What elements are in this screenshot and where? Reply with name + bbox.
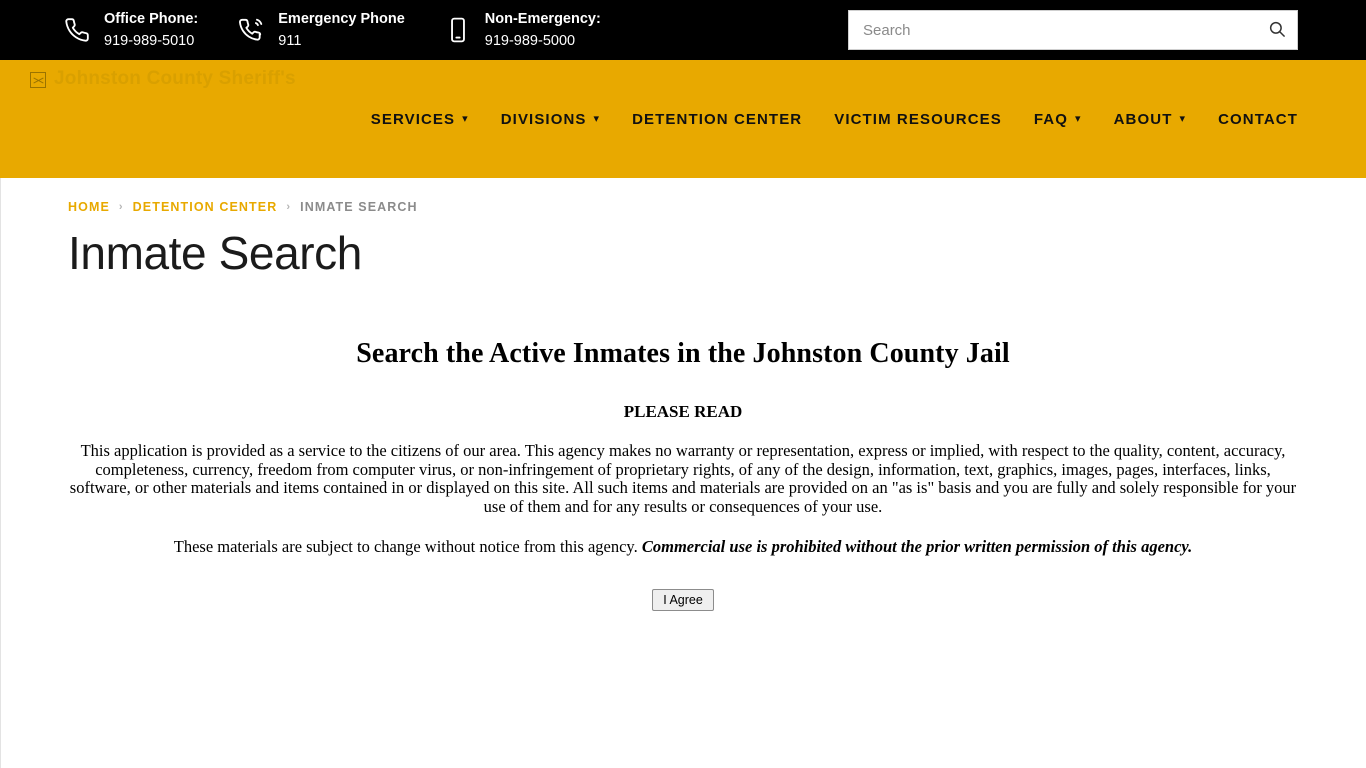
- primary-navigation: [355, 111, 1314, 128]
- nav-item-victim-resources[interactable]: [818, 111, 1018, 128]
- site-logo[interactable]: [30, 60, 296, 178]
- contact-value[interactable]: 919-989-5000: [484, 33, 576, 49]
- disclaimer-heading: Search the Active Inmates in the Johnston County Jail: [356, 338, 1010, 369]
- main-header: [0, 60, 1366, 178]
- nav-item-contact[interactable]: [1202, 111, 1314, 128]
- disclaimer-paragraph-2-plain: These materials are subject to change without notice from this agency.: [173, 537, 642, 556]
- nav-label: CONTACT: [1218, 110, 1298, 128]
- phone-handset-icon: [62, 15, 92, 45]
- contact-office-phone: [62, 8, 198, 51]
- top-utility-bar: [0, 0, 1366, 60]
- page-title: Inmate Search: [68, 227, 362, 279]
- nav-item-about[interactable]: [1098, 111, 1202, 128]
- inmate-search-disclaimer: [69, 280, 1297, 611]
- nav-label: ABOUT: [1113, 110, 1173, 128]
- nav-label: DETENTION CENTER: [632, 110, 803, 128]
- logo-alt-text: Johnston County Sheriff's: [54, 68, 296, 89]
- site-search: [848, 10, 1298, 50]
- nav-item-services[interactable]: [355, 111, 485, 128]
- nav-label: VICTIM RESOURCES: [834, 110, 1002, 128]
- chevron-down-icon: ▾: [1179, 112, 1187, 125]
- contact-label: Emergency Phone: [278, 11, 405, 28]
- nav-item-detention-center[interactable]: [616, 111, 818, 128]
- contact-non-emergency-phone: [443, 8, 601, 51]
- disclaimer-subheading: PLEASE READ: [623, 402, 743, 421]
- contact-emergency-phone: [236, 8, 405, 51]
- nav-label: FAQ: [1033, 110, 1068, 128]
- nav-label: DIVISIONS: [500, 110, 587, 128]
- mobile-phone-icon: [443, 15, 473, 45]
- disclaimer-paragraph-1: This application is provided as a service to the citizens of our area. This agency makes no warranty or representation, express or implied, with respect to the quality, content, accuracy, completeness, currency, freedom from computer virus, or non-infringement of proprietary rights, of any of the design, information, text, graphics, images, pages, interfaces, links, software, or other materials and items contained in or displayed on this site. All such items and materials are provided on an "as is" basis and you are fully and solely responsible for your use of them and for any results or consequences of your use.: [69, 441, 1297, 516]
- phone-ring-icon: [236, 15, 266, 45]
- disclaimer-paragraph-2-emphasis: Commercial use is prohibited without the prior written permission of this agency.: [641, 537, 1193, 556]
- search-icon: [1268, 20, 1286, 41]
- broken-image-icon: [30, 72, 46, 88]
- breadcrumb-item-detention-center[interactable]: DETENTION CENTER: [132, 200, 278, 214]
- nav-item-faq[interactable]: [1018, 111, 1098, 128]
- page-header-block: [0, 178, 1366, 280]
- breadcrumb-separator-icon: ›: [118, 201, 124, 213]
- search-input[interactable]: [848, 10, 1298, 50]
- contact-value[interactable]: 919-989-5010: [104, 33, 195, 49]
- i-agree-button[interactable]: I Agree: [652, 589, 714, 611]
- breadcrumb: [68, 200, 1366, 214]
- nav-label: SERVICES: [370, 110, 456, 128]
- chevron-down-icon: ▾: [1075, 112, 1082, 125]
- breadcrumb-item-home[interactable]: HOME: [68, 200, 110, 214]
- chevron-down-icon: ▾: [593, 112, 601, 125]
- search-submit-button[interactable]: [1256, 10, 1298, 50]
- contact-label: Non-Emergency:: [484, 11, 601, 28]
- content-left-rule: [0, 178, 1, 768]
- chevron-down-icon: ▾: [462, 112, 469, 125]
- nav-item-divisions[interactable]: [485, 111, 616, 128]
- contact-label: Office Phone:: [104, 11, 199, 28]
- contact-value[interactable]: 911: [278, 33, 302, 49]
- disclaimer-paragraph-2: [69, 538, 1297, 557]
- breadcrumb-separator-icon: ›: [286, 201, 292, 213]
- breadcrumb-item-inmate-search: INMATE SEARCH: [300, 200, 418, 214]
